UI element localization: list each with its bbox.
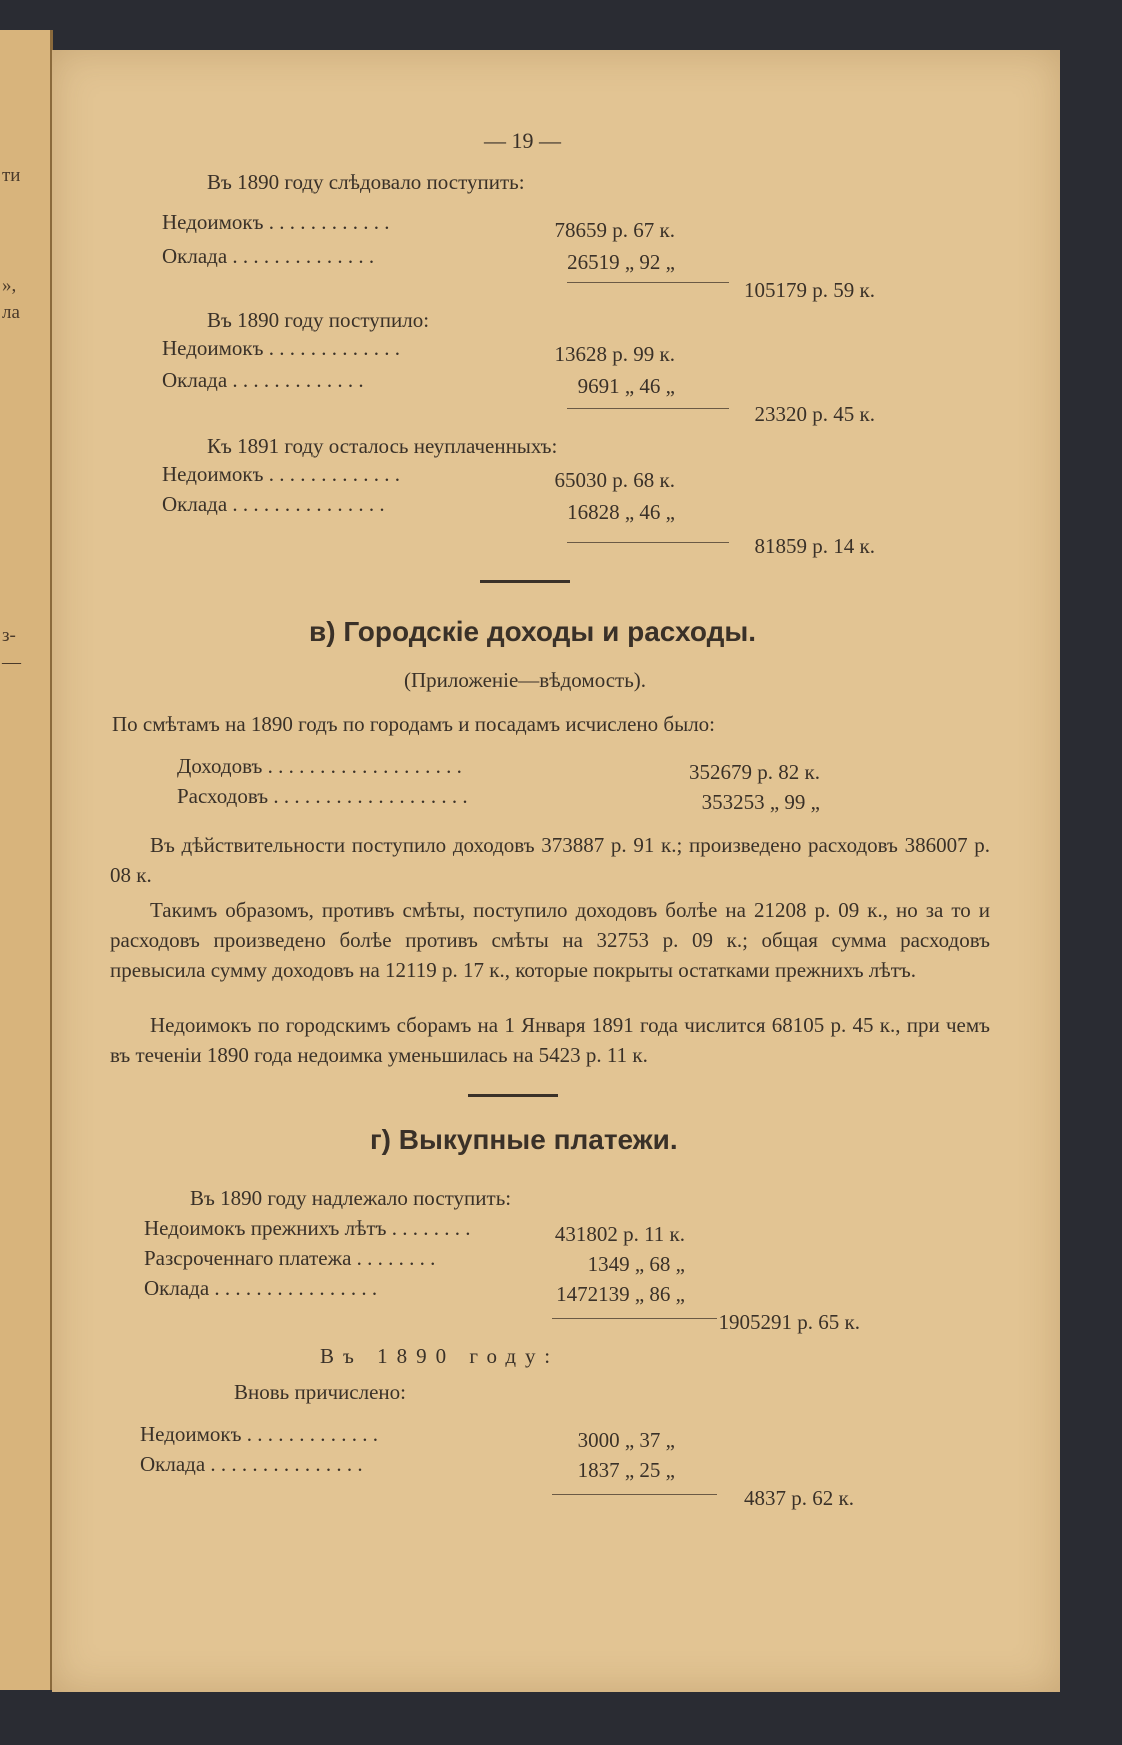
page-number: — 19 — [484,128,561,153]
section-g-year-heading: Въ 1890 году: [320,1344,560,1368]
left-page-fragment: ти [2,165,21,186]
section-v-subtitle: (Приложеніе—вѣдомость). [404,668,647,692]
section-g-due-heading: Въ 1890 году надлежало поступить: [190,1186,512,1210]
received-row-amount: 9691 „ 46 „ [577,374,675,398]
paragraph: Такимъ образомъ, противъ смѣты, поступило доходовъ болѣе на 21208 р. 09 к., но за то и расходовъ произведено болѣе противъ смѣты на 32753 р. 09 к.; общая сумма расходовъ превысила сумму доходовъ на 12119 р. 17 к., которые покрыты остатками прежнихъ лѣтъ. [110,898,990,982]
section-v-title: в) Городскіе доходы и расходы. [309,616,757,647]
payment-row-label: Недоимокъ прежнихъ лѣтъ . . . . . . . . [144,1216,471,1240]
previous-page-edge [0,30,53,1690]
payment-row-label: Разсроченнаго платежа . . . . . . . . [144,1246,436,1270]
due-row-label: Недоимокъ . . . . . . . . . . . . [162,210,390,234]
paragraph: Недоимокъ по городскимъ сборамъ на 1 Января 1891 года числится 68105 р. 45 к., при чемъ въ теченіи 1890 года недоимка уменьшилась на 5423 р. 11 к. [110,1013,990,1067]
payment-total: 1905291 р. 65 к. [718,1310,860,1334]
section-separator [468,1094,558,1097]
sum-rule [567,408,729,409]
received-total: 23320 р. 45 к. [754,402,875,426]
document-page [52,50,1060,1692]
sum-rule [567,542,729,543]
unpaid-total: 81859 р. 14 к. [754,534,875,558]
added-row-label: Оклада . . . . . . . . . . . . . . . [140,1452,363,1476]
estimate-row-label: Доходовъ . . . . . . . . . . . . . . . . . . . [177,754,462,778]
payment-row-amount: 431802 р. 11 к. [554,1222,685,1246]
section-a-due-heading: Въ 1890 году слѣдовало поступить: [207,170,525,194]
estimate-row-amount: 352679 р. 82 к. [689,760,820,784]
section-separator [480,580,570,583]
received-row-label: Оклада . . . . . . . . . . . . . [162,368,364,392]
payment-row-amount: 1349 „ 68 „ [587,1252,685,1276]
section-a-received-heading: Въ 1890 году поступило: [207,308,430,332]
unpaid-row-label: Оклада . . . . . . . . . . . . . . . [162,492,385,516]
added-total: 4837 р. 62 к. [744,1486,854,1510]
unpaid-row-amount: 65030 р. 68 к. [554,468,675,492]
left-page-fragment: з- [2,625,16,646]
section-g-title: г) Выкупные платежи. [370,1124,678,1155]
received-row-label: Недоимокъ . . . . . . . . . . . . . [162,336,400,360]
estimate-row-amount: 353253 „ 99 „ [701,790,820,814]
payment-row-label: Оклада . . . . . . . . . . . . . . . . [144,1276,378,1300]
sum-rule [552,1494,717,1495]
left-page-fragment: », [2,275,17,296]
due-total: 105179 р. 59 к. [744,278,875,302]
due-row-amount: 78659 р. 67 к. [554,218,675,242]
added-row-label: Недоимокъ . . . . . . . . . . . . . [140,1422,378,1446]
unpaid-row-label: Недоимокъ . . . . . . . . . . . . . [162,462,400,486]
section-a-unpaid-heading: Къ 1891 году осталось неуплаченныхъ: [207,434,558,458]
due-row-amount: 26519 „ 92 „ [567,250,675,274]
section-g-added-heading: Вновь причислено: [234,1380,406,1404]
sum-rule [552,1318,717,1319]
unpaid-row-amount: 16828 „ 46 „ [567,500,675,524]
section-v-intro: По смѣтамъ на 1890 годъ по городамъ и посадамъ исчислено было: [112,712,716,736]
paragraph: Въ дѣйствительности поступило доходовъ 373887 р. 91 к.; произведено расходовъ 386007 р. 08 к. [110,833,990,887]
received-row-amount: 13628 р. 99 к. [554,342,675,366]
added-row-amount: 1837 „ 25 „ [577,1458,675,1482]
payment-row-amount: 1472139 „ 86 „ [556,1282,685,1306]
due-row-label: Оклада . . . . . . . . . . . . . . [162,244,375,268]
left-page-fragment: ла [2,302,20,323]
left-page-fragment: — [2,652,21,673]
estimate-row-label: Расходовъ . . . . . . . . . . . . . . . . . . . [177,784,468,808]
added-row-amount: 3000 „ 37 „ [577,1428,675,1452]
sum-rule [567,282,729,283]
